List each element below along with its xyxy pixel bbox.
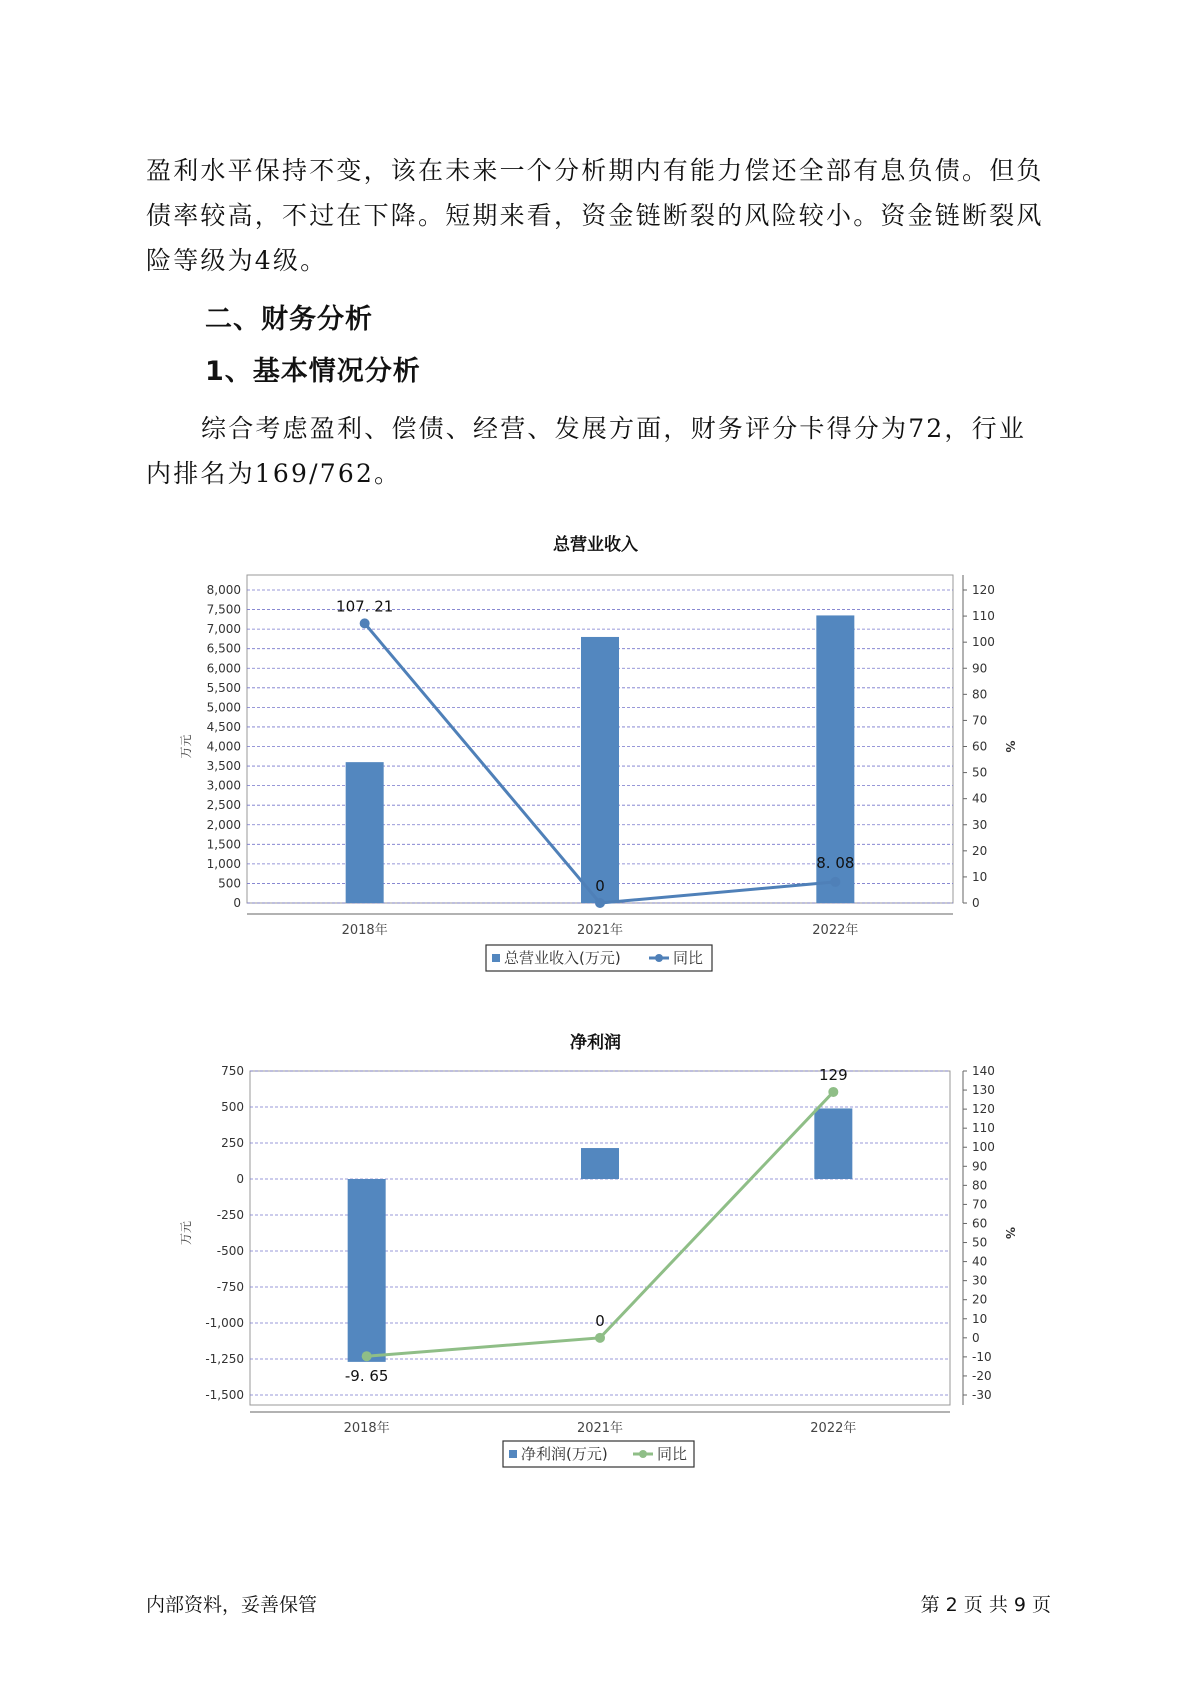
legend-bar-label: 总营业收入(万元) bbox=[504, 949, 621, 967]
y-right-tick-label: 50 bbox=[972, 1235, 988, 1250]
point-value-label: 0 bbox=[595, 877, 605, 895]
y-right-tick-label: 80 bbox=[972, 687, 988, 702]
chart1-title: 总营业收入 bbox=[553, 535, 638, 555]
y-right-axis-title: % bbox=[1003, 740, 1017, 753]
bar bbox=[581, 1148, 619, 1179]
y-right-tick-label: 30 bbox=[972, 1273, 988, 1288]
y-right-tick-label: 40 bbox=[972, 1254, 988, 1269]
x-tick-label: 2022年 bbox=[812, 923, 859, 938]
y-left-tick-label: -1,000 bbox=[205, 1316, 244, 1330]
y-right-tick-label: 0 bbox=[972, 896, 980, 910]
legend-line-label: 同比 bbox=[657, 1445, 688, 1463]
y-left-tick-label: 750 bbox=[221, 1064, 244, 1078]
revenue-chart bbox=[0, 550, 1191, 1000]
legend-line-marker bbox=[639, 1450, 647, 1458]
y-right-tick-label: 110 bbox=[972, 1121, 995, 1136]
y-left-tick-label: 7,500 bbox=[206, 602, 241, 617]
y-right-tick-label: 90 bbox=[972, 1159, 988, 1174]
point-value-label: 107. 21 bbox=[336, 597, 394, 616]
subsection-heading: 1、基本情况分析 bbox=[205, 356, 421, 387]
y-left-tick-label: 8,000 bbox=[206, 583, 241, 597]
y-right-tick-label: 100 bbox=[972, 1140, 995, 1155]
y-left-tick-label: 1,000 bbox=[206, 856, 241, 871]
x-tick-label: 2018年 bbox=[341, 923, 388, 938]
x-tick-label: 2022年 bbox=[810, 1421, 857, 1436]
y-right-tick-label: 20 bbox=[972, 1292, 988, 1307]
y-left-tick-label: 5,500 bbox=[206, 680, 241, 695]
y-left-tick-label: 0 bbox=[236, 1172, 244, 1186]
y-left-tick-label: 6,000 bbox=[206, 661, 241, 676]
y-left-tick-label: 3,000 bbox=[206, 778, 241, 793]
line-point bbox=[830, 877, 840, 887]
y-right-tick-label: 70 bbox=[972, 1197, 988, 1212]
y-left-tick-label: 7,000 bbox=[206, 622, 241, 637]
y-right-tick-label: 10 bbox=[972, 1311, 988, 1326]
bar bbox=[814, 1108, 852, 1179]
y-right-tick-label: -10 bbox=[972, 1349, 992, 1364]
y-right-tick-label: 130 bbox=[972, 1083, 995, 1098]
y-left-tick-label: 3,500 bbox=[206, 759, 241, 774]
y-right-tick-label: 60 bbox=[972, 739, 988, 754]
section-heading: 二、财务分析 bbox=[205, 304, 373, 335]
y-left-tick-label: 250 bbox=[221, 1136, 244, 1150]
x-tick-label: 2018年 bbox=[343, 1421, 390, 1436]
footer-confidential-note: 内部资料，妥善保管 bbox=[146, 1594, 318, 1616]
y-right-tick-label: 40 bbox=[972, 791, 988, 806]
y-left-tick-label: 4,000 bbox=[206, 739, 241, 754]
y-right-tick-label: 80 bbox=[972, 1178, 988, 1193]
line-point bbox=[595, 1333, 605, 1343]
y-left-tick-label: 5,000 bbox=[206, 700, 241, 715]
bar bbox=[348, 1179, 386, 1362]
y-left-tick-label: 0 bbox=[233, 896, 241, 910]
net-profit-chart bbox=[0, 1048, 1191, 1508]
y-right-tick-label: -20 bbox=[972, 1368, 992, 1383]
y-left-tick-label: 6,500 bbox=[206, 641, 241, 656]
line-point bbox=[362, 1351, 372, 1361]
bar bbox=[346, 762, 384, 903]
y-left-tick-label: -250 bbox=[216, 1208, 244, 1222]
x-tick-label: 2021年 bbox=[576, 1421, 624, 1436]
y-right-tick-label: 10 bbox=[972, 869, 988, 884]
y-left-tick-label: -1,500 bbox=[205, 1388, 244, 1402]
y-left-tick-label: -500 bbox=[216, 1244, 244, 1258]
y-left-tick-label: 1,500 bbox=[206, 837, 241, 852]
chart2-title: 净利润 bbox=[570, 1033, 621, 1053]
y-right-tick-label: 90 bbox=[972, 661, 988, 676]
legend-bar-swatch bbox=[509, 1450, 517, 1458]
y-right-tick-label: 120 bbox=[972, 1102, 995, 1117]
y-left-tick-label: 4,500 bbox=[206, 719, 241, 734]
y-left-tick-label: 500 bbox=[218, 876, 241, 891]
footer-page-number: 第 2 页 共 9 页 bbox=[920, 1594, 1051, 1616]
y-left-tick-label: 2,000 bbox=[206, 817, 241, 832]
point-value-label: 0 bbox=[595, 1311, 605, 1330]
point-value-label: 8. 08 bbox=[816, 853, 855, 872]
y-left-axis-title: 万元 bbox=[179, 734, 193, 759]
y-right-tick-label: 100 bbox=[972, 635, 995, 650]
legend-line-label: 同比 bbox=[673, 949, 704, 967]
y-right-axis-title: % bbox=[1003, 1226, 1017, 1240]
y-right-tick-label: 120 bbox=[972, 583, 995, 597]
y-right-tick-label: 0 bbox=[972, 1330, 980, 1345]
line-point bbox=[360, 618, 370, 628]
y-left-tick-label: 500 bbox=[221, 1100, 244, 1114]
y-right-tick-label: 140 bbox=[972, 1064, 995, 1078]
line-point bbox=[595, 898, 605, 908]
y-right-tick-label: 70 bbox=[972, 713, 988, 728]
y-right-tick-label: 60 bbox=[972, 1216, 988, 1231]
x-tick-label: 2021年 bbox=[576, 923, 624, 938]
y-right-tick-label: 110 bbox=[972, 609, 995, 624]
y-right-tick-label: 20 bbox=[972, 843, 988, 858]
y-left-tick-label: 2,500 bbox=[206, 798, 241, 813]
y-right-tick-label: 50 bbox=[972, 765, 988, 780]
legend-line-marker bbox=[655, 954, 663, 962]
y-left-tick-label: -1,250 bbox=[205, 1352, 244, 1366]
y-right-tick-label: -30 bbox=[972, 1388, 992, 1402]
paragraph-score-summary: 综合考虑盈利、偿债、经营、发展方面，财务评分卡得分为72，行业内排名为169/762。 bbox=[146, 414, 1027, 488]
y-left-axis-title: 万元 bbox=[179, 1220, 193, 1246]
point-value-label: 129 bbox=[819, 1065, 848, 1084]
y-left-tick-label: -750 bbox=[216, 1280, 244, 1294]
line-point bbox=[828, 1087, 838, 1097]
paragraph-risk-summary: 盈利水平保持不变，该在未来一个分析期内有能力偿还全部有息负债。但负债率较高，不过在下降。短期来看，资金链断裂的风险较小。资金链断裂风险等级为4级。 bbox=[146, 156, 1044, 275]
legend-bar-label: 净利润(万元) bbox=[521, 1445, 608, 1463]
bar bbox=[581, 637, 619, 903]
point-value-label: -9. 65 bbox=[344, 1367, 389, 1386]
legend-bar-swatch bbox=[492, 954, 500, 962]
y-right-tick-label: 30 bbox=[972, 817, 988, 832]
